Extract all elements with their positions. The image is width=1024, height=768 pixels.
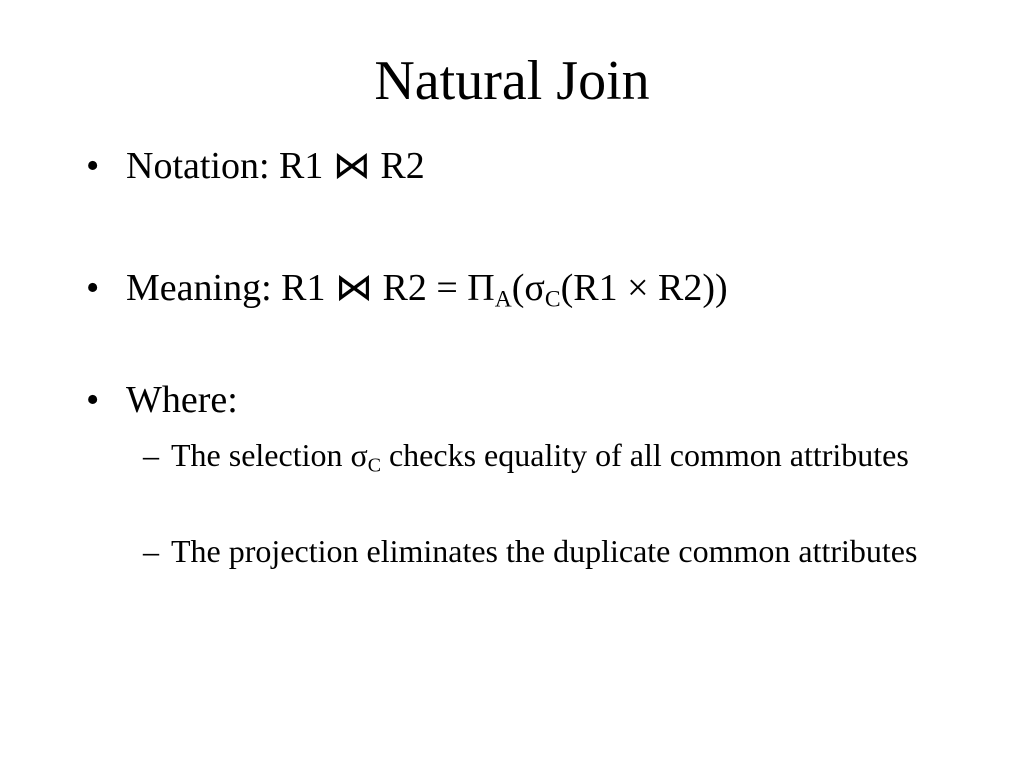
- bullet-marker: •: [86, 267, 100, 309]
- meaning-projection: R2 = Π: [372, 267, 495, 309]
- selection-subscript: C: [544, 286, 561, 313]
- dash-marker: –: [143, 437, 159, 473]
- where-text: Where:: [126, 379, 238, 421]
- subitem-selection-text: [143, 435, 963, 475]
- subitem-projection: [143, 531, 963, 571]
- selection-text-end: checks equality of all common attributes: [380, 437, 909, 473]
- meaning-prefix: Meaning: R1: [126, 267, 335, 309]
- natural-join-symbol: ⋈: [334, 267, 373, 309]
- slide-title: Natural Join: [374, 50, 650, 112]
- meaning-selection: (σ: [511, 267, 545, 309]
- bullet-notation: [86, 144, 425, 188]
- subitem-selection: [143, 435, 963, 475]
- notation-text-end: R2: [370, 145, 425, 187]
- meaning-product: (R1 × R2)): [560, 267, 728, 309]
- natural-join-symbol: ⋈: [332, 145, 371, 187]
- bullet-marker: •: [86, 379, 100, 421]
- selection-text-start: The selection σ: [171, 437, 368, 473]
- bullet-meaning: [86, 266, 728, 313]
- bullet-marker: •: [86, 145, 100, 187]
- bullet-where: [86, 378, 238, 422]
- dash-marker: –: [143, 533, 159, 569]
- notation-text-start: Notation: R1: [126, 145, 333, 187]
- projection-subscript: A: [494, 286, 512, 313]
- subitem-projection-text: The projection eliminates the duplicate common attributes: [171, 533, 918, 569]
- selection-subscript: C: [367, 454, 381, 477]
